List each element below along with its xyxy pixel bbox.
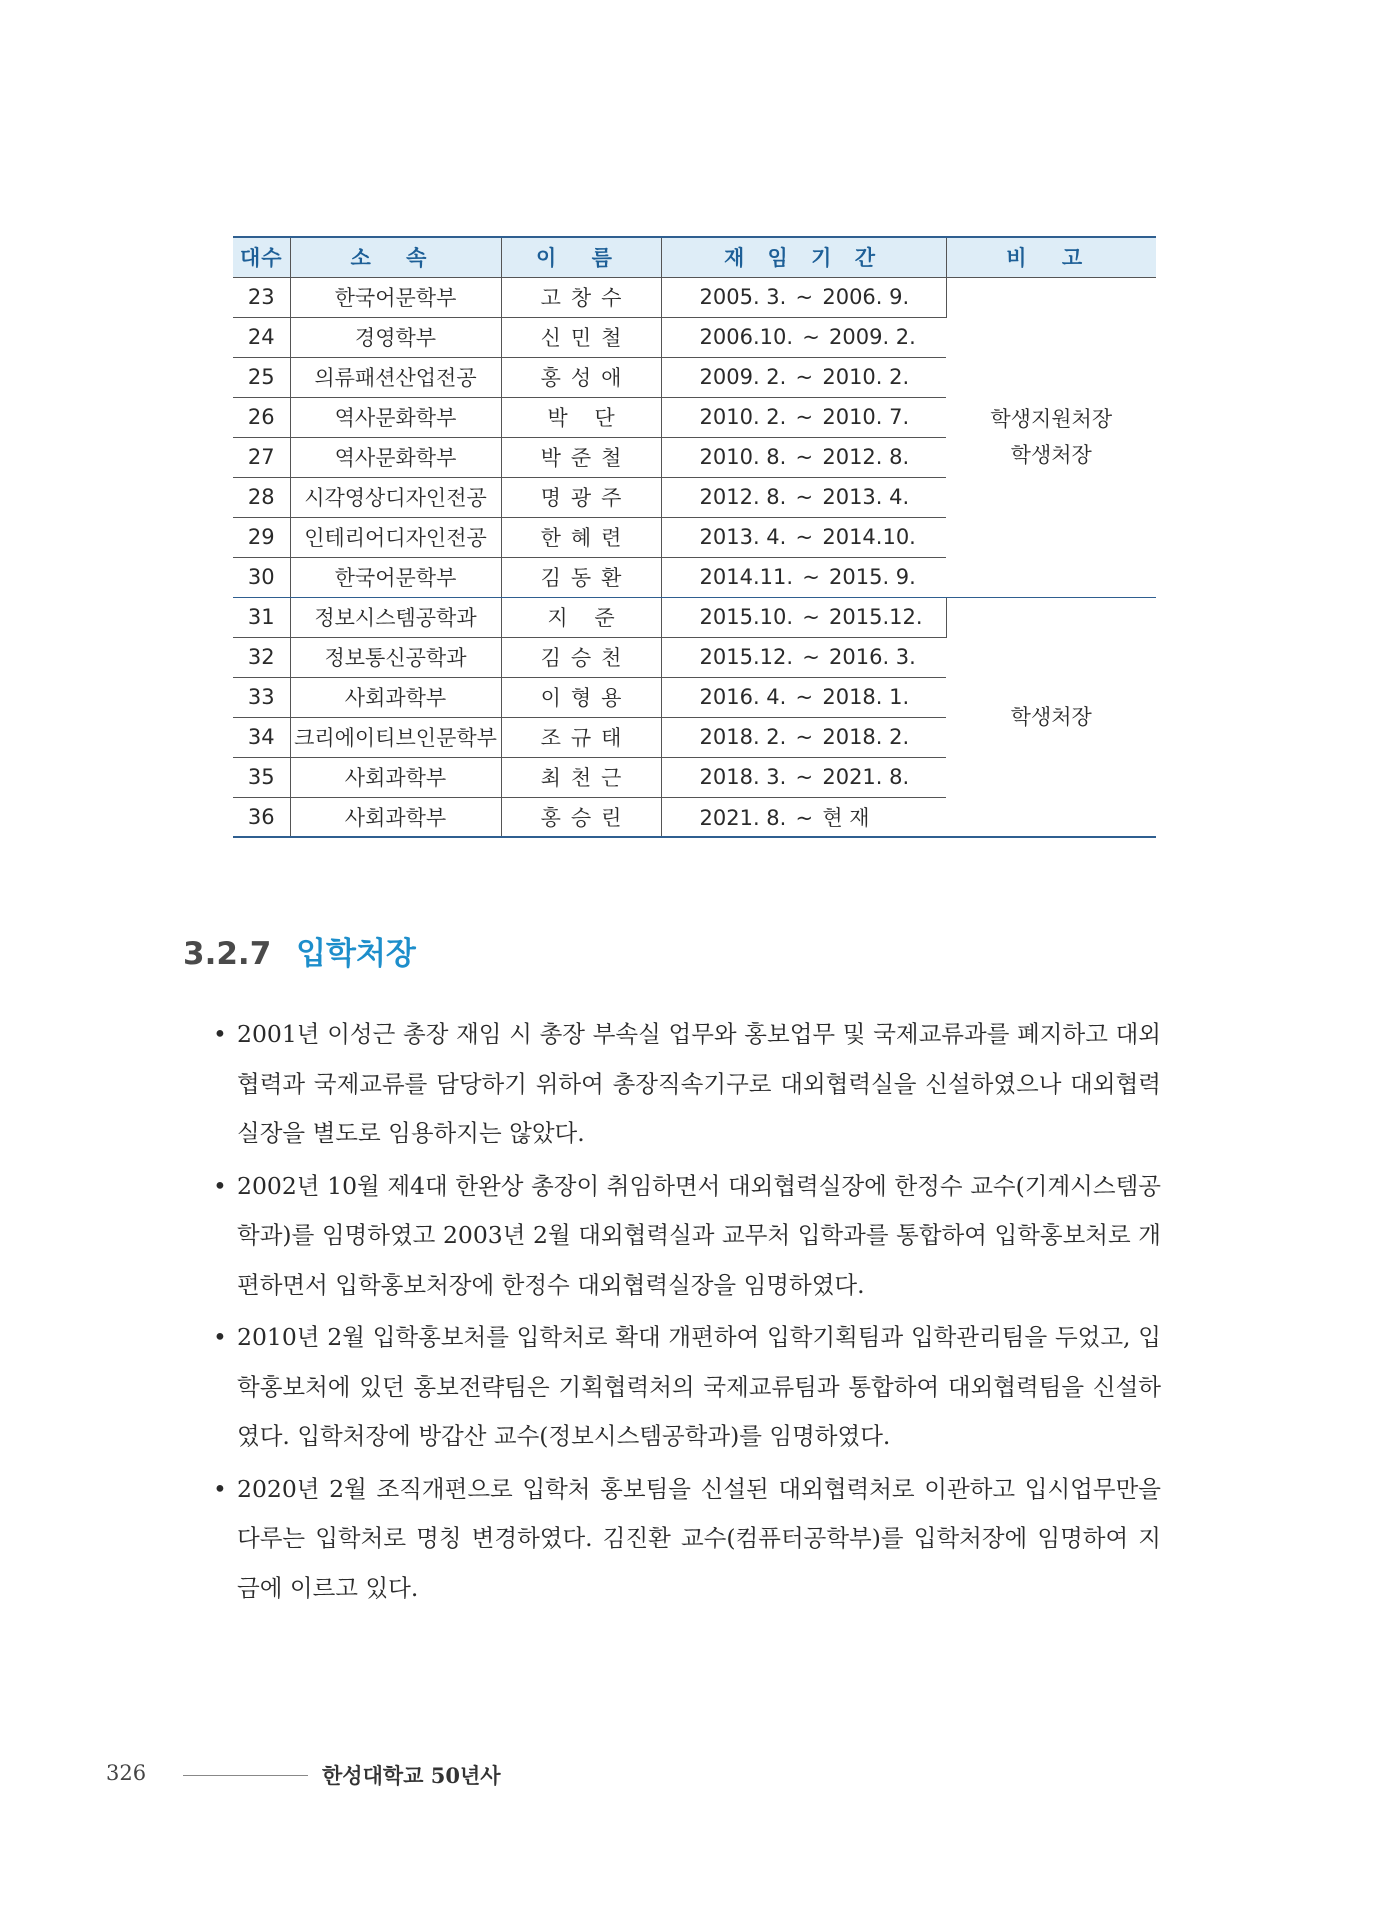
cell-department: 경영학부 xyxy=(290,317,501,357)
term-tilde: ~ xyxy=(802,565,820,589)
cell-department: 역사문화학부 xyxy=(290,397,501,437)
table-row xyxy=(233,277,1156,317)
cell-term xyxy=(661,637,946,677)
term-start: 2005. 3. xyxy=(699,285,787,309)
term-tilde: ~ xyxy=(795,365,814,389)
term-end: 현 재 xyxy=(822,805,870,830)
cell-generation: 32 xyxy=(233,637,290,677)
cell-generation: 25 xyxy=(233,357,290,397)
term-start: 2018. 2. xyxy=(699,725,787,749)
term-end: 2009. 2. xyxy=(829,325,916,349)
cell-generation: 31 xyxy=(233,597,290,637)
note-line: 학생지원처장 xyxy=(990,407,1113,431)
cell-name: 최천근 xyxy=(501,757,661,797)
term-end: 2010. 7. xyxy=(822,405,910,429)
term-tilde: ~ xyxy=(802,325,820,349)
cell-name: 고창수 xyxy=(501,277,661,317)
term-end: 2015. 9. xyxy=(829,565,916,589)
term-start: 2014.11. xyxy=(699,565,794,589)
table-header-row xyxy=(233,237,1156,277)
cell-name: 홍승린 xyxy=(501,797,661,837)
term-end: 2006. 9. xyxy=(822,285,910,309)
cell-term xyxy=(661,317,946,357)
term-tilde: ~ xyxy=(795,805,814,830)
cell-department: 사회과학부 xyxy=(290,757,501,797)
header-name: 이 름 xyxy=(501,237,661,277)
cell-generation: 35 xyxy=(233,757,290,797)
note-line: 학생처장 xyxy=(1010,443,1092,467)
cell-department: 사회과학부 xyxy=(290,797,501,837)
section-number: 3.2.7 xyxy=(183,936,272,972)
term-start: 2012. 8. xyxy=(699,485,787,509)
cell-name: 이형용 xyxy=(501,677,661,717)
cell-generation: 28 xyxy=(233,477,290,517)
term-tilde: ~ xyxy=(795,685,814,709)
cell-generation: 29 xyxy=(233,517,290,557)
term-tilde: ~ xyxy=(795,485,814,509)
cell-generation: 27 xyxy=(233,437,290,477)
page-number: 326 xyxy=(106,1761,147,1785)
cell-department: 크리에이티브인문학부 xyxy=(290,717,501,757)
cell-term xyxy=(661,757,946,797)
term-start: 2021. 8. xyxy=(699,805,787,830)
cell-generation: 34 xyxy=(233,717,290,757)
table-row xyxy=(233,597,1156,637)
term-tilde: ~ xyxy=(795,445,814,469)
cell-name: 홍성애 xyxy=(501,357,661,397)
term-end: 2012. 8. xyxy=(822,445,910,469)
term-start: 2006.10. xyxy=(699,325,794,349)
cell-name: 명광주 xyxy=(501,477,661,517)
cell-department: 한국어문학부 xyxy=(290,557,501,597)
cell-term xyxy=(661,517,946,557)
term-start: 2013. 4. xyxy=(699,525,787,549)
cell-term xyxy=(661,277,946,317)
header-department: 소 속 xyxy=(290,237,501,277)
cell-generation: 26 xyxy=(233,397,290,437)
term-tilde: ~ xyxy=(795,765,814,789)
term-end: 2014.10. xyxy=(822,525,916,549)
cell-department: 정보시스템공학과 xyxy=(290,597,501,637)
cell-term xyxy=(661,597,946,637)
header-generation: 대수 xyxy=(233,237,290,277)
cell-name: 박준철 xyxy=(501,437,661,477)
cell-name: 김동환 xyxy=(501,557,661,597)
cell-generation: 23 xyxy=(233,277,290,317)
cell-department: 역사문화학부 xyxy=(290,437,501,477)
cell-note-group-1 xyxy=(946,277,1156,597)
cell-generation: 36 xyxy=(233,797,290,837)
history-bullet-list xyxy=(213,1010,1161,1616)
term-end: 2015.12. xyxy=(829,605,923,629)
term-end: 2018. 1. xyxy=(822,685,910,709)
cell-department: 시각영상디자인전공 xyxy=(290,477,501,517)
footer-divider xyxy=(183,1775,308,1776)
term-tilde: ~ xyxy=(802,645,820,669)
dean-history-table xyxy=(233,236,1156,838)
term-start: 2009. 2. xyxy=(699,365,787,389)
term-end: 2013. 4. xyxy=(822,485,910,509)
term-tilde: ~ xyxy=(795,405,814,429)
term-tilde: ~ xyxy=(795,525,814,549)
cell-generation: 24 xyxy=(233,317,290,357)
cell-term xyxy=(661,677,946,717)
cell-department: 의류패션산업전공 xyxy=(290,357,501,397)
cell-term xyxy=(661,717,946,757)
bullet-item: • 2001년 이성근 총장 재임 시 총장 부속실 업무와 홍보업무 및 국제교류과를 폐지하고 대외협력과 국제교류를 담당하기 위하여 총장직속기구로 대외협력실을 신설하였으나 대외협력실장을 별도로 임용하지는 않았다. xyxy=(213,1010,1161,1159)
cell-term xyxy=(661,477,946,517)
header-term: 재 임 기 간 xyxy=(661,237,946,277)
bullet-item: • 2010년 2월 입학홍보처를 입학처로 확대 개편하여 입학기획팀과 입학관리팀을 두었고, 입학홍보처에 있던 홍보전략팀은 기획협력처의 국제교류팀과 통합하여 대외협력팀을 신설하였다. 입학처장에 방갑산 교수(정보시스템공학과)를 임명하였다. xyxy=(213,1313,1161,1462)
cell-term xyxy=(661,557,946,597)
cell-generation: 33 xyxy=(233,677,290,717)
cell-term xyxy=(661,437,946,477)
cell-name: 한혜련 xyxy=(501,517,661,557)
term-end: 2010. 2. xyxy=(822,365,910,389)
term-end: 2016. 3. xyxy=(829,645,916,669)
term-start: 2010. 8. xyxy=(699,445,787,469)
header-note: 비 고 xyxy=(946,237,1156,277)
cell-name: 김승천 xyxy=(501,637,661,677)
section-heading xyxy=(183,928,416,973)
cell-department: 사회과학부 xyxy=(290,677,501,717)
cell-term xyxy=(661,397,946,437)
cell-department: 한국어문학부 xyxy=(290,277,501,317)
term-tilde: ~ xyxy=(802,605,820,629)
cell-name: 지 준 xyxy=(501,597,661,637)
term-tilde: ~ xyxy=(795,725,814,749)
term-end: 2018. 2. xyxy=(822,725,910,749)
term-start: 2018. 3. xyxy=(699,765,787,789)
cell-department: 정보통신공학과 xyxy=(290,637,501,677)
cell-generation: 30 xyxy=(233,557,290,597)
term-start: 2016. 4. xyxy=(699,685,787,709)
bullet-item: • 2002년 10월 제4대 한완상 총장이 취임하면서 대외협력실장에 한정수 교수(기계시스템공학과)를 임명하였고 2003년 2월 대외협력실과 교무처 입학과를 통합하여 입학홍보처로 개편하면서 입학홍보처장에 한정수 대외협력실장을 임명하였다. xyxy=(213,1162,1161,1311)
section-title: 입학처장 xyxy=(296,936,416,972)
cell-note-group-2: 학생처장 xyxy=(946,597,1156,837)
book-title: 한성대학교 50년사 xyxy=(322,1763,501,1788)
term-end: 2021. 8. xyxy=(822,765,910,789)
term-tilde: ~ xyxy=(795,285,814,309)
term-start: 2015.10. xyxy=(699,605,794,629)
cell-name: 박 단 xyxy=(501,397,661,437)
cell-name: 조규태 xyxy=(501,717,661,757)
cell-department: 인테리어디자인전공 xyxy=(290,517,501,557)
bullet-item: • 2020년 2월 조직개편으로 입학처 홍보팀을 신설된 대외협력처로 이관하고 입시업무만을 다루는 입학처로 명칭 변경하였다. 김진환 교수(컴퓨터공학부)를 입학처장에 임명하여 지금에 이르고 있다. xyxy=(213,1465,1161,1614)
cell-term xyxy=(661,797,946,837)
cell-term xyxy=(661,357,946,397)
cell-name: 신민철 xyxy=(501,317,661,357)
term-start: 2010. 2. xyxy=(699,405,787,429)
term-start: 2015.12. xyxy=(699,645,794,669)
